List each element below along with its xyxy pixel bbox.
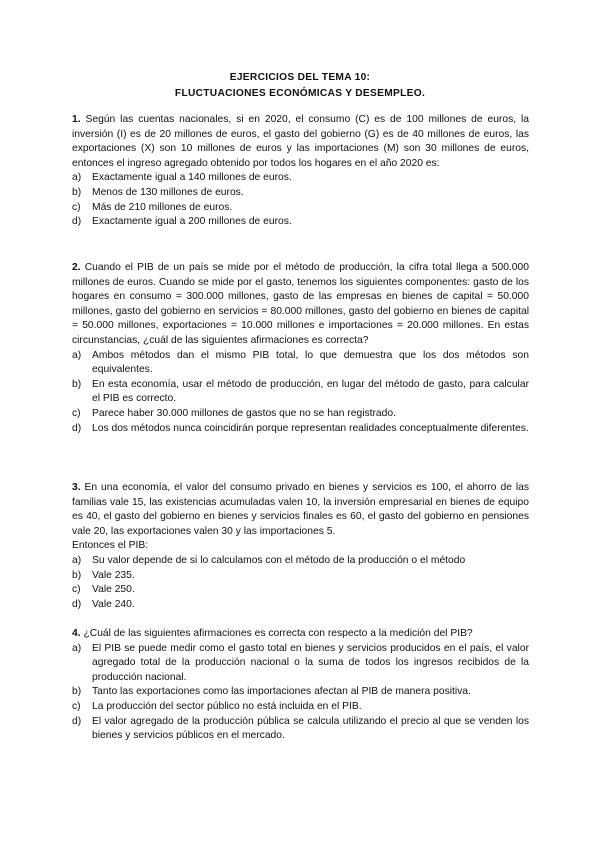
document-title-line2: FLUCTUACIONES ECONÓMICAS Y DESEMPLEO. (174, 88, 426, 99)
question-stem (72, 113, 529, 171)
option-a (72, 349, 529, 378)
options-list (72, 554, 529, 612)
option-c (72, 700, 529, 715)
option-label: d) (72, 715, 82, 727)
option-b (72, 685, 529, 700)
option-b (72, 569, 529, 584)
document-title-line1: EJERCICIOS DEL TEMA 10: (229, 72, 371, 83)
option-label: b) (72, 569, 82, 581)
question-2 (72, 261, 529, 436)
question-text: ¿Cuál de las siguientes afirmaciones es correcta con respecto a la medición del PIB? (83, 628, 473, 639)
option-a (72, 642, 529, 686)
option-label: d) (72, 422, 82, 434)
question-number: 4. (72, 628, 81, 639)
option-c (72, 583, 529, 598)
question-4 (72, 627, 529, 744)
option-label: b) (72, 378, 82, 390)
option-d (72, 422, 529, 437)
option-text: Vale 250. (92, 584, 135, 596)
options-list (72, 642, 529, 744)
option-text: La producción del sector público no está incluida en el PIB. (92, 700, 362, 712)
option-c (72, 407, 529, 422)
option-text: Exactamente igual a 200 millones de euros. (92, 216, 292, 228)
options-list (72, 171, 529, 229)
option-label: c) (72, 201, 81, 213)
option-text: Vale 240. (92, 598, 135, 610)
option-d (72, 215, 529, 230)
option-text: Exactamente igual a 140 millones de euros. (92, 172, 292, 184)
option-d (72, 598, 529, 613)
option-text: Menos de 130 millones de euros. (92, 186, 244, 198)
option-label: c) (72, 700, 81, 712)
question-text: En una economía, el valor del consumo privado en bienes y servicios es 100, el ahorro de las familias vale 15, las existencias acumuladas valen 10, la inversión empresarial en bienes de equipo es 40, el gasto del gobierno en bienes y servicios finales es 60, el gasto del gobierno en pensiones vale 20, las exportaciones valen 30 y las importaciones 5. (72, 482, 529, 537)
option-b (72, 378, 529, 407)
option-a (72, 171, 529, 186)
option-d (72, 715, 529, 744)
option-text: Parece haber 30.000 millones de gastos que no se han registrado. (92, 407, 396, 419)
option-label: d) (72, 598, 82, 610)
option-label: a) (72, 642, 82, 654)
question-stem (72, 481, 529, 539)
question-text: Según las cuentas nacionales, si en 2020, el consumo (C) es de 100 millones de euros, la inversión (I) es de 20 millones de euros, el gasto del gobierno (G) es de 40 millones de euros, las exportaciones (X) son 10 millones de euros y las importaciones (M) son 30 millones de euros, entonces el ingreso agregado obtenido por todos los hogares en el año 2020 es: (72, 114, 529, 169)
question-3 (72, 481, 529, 612)
option-c (72, 201, 529, 216)
option-text: El valor agregado de la producción pública se calcula utilizando el precio al que se venden los bienes y servicios públicos en el mercado. (92, 715, 529, 742)
question-1 (72, 113, 529, 230)
option-b (72, 186, 529, 201)
question-number: 1. (72, 114, 81, 125)
question-stem (72, 627, 529, 642)
option-text: Vale 235. (92, 569, 135, 581)
option-text: Más de 210 millones de euros. (92, 201, 233, 213)
question-followup: Entonces el PIB: (72, 540, 149, 552)
option-label: b) (72, 186, 82, 198)
option-label: c) (72, 407, 81, 419)
option-label: c) (72, 584, 81, 596)
option-label: a) (72, 349, 82, 361)
options-list (72, 349, 529, 437)
option-a (72, 554, 529, 569)
question-number: 2. (72, 262, 81, 273)
option-text: Su valor depende de si lo calculamos con el método de la producción o el método (92, 554, 466, 566)
option-text: Tanto las exportaciones como las importaciones afectan al PIB de manera positiva. (92, 686, 471, 698)
option-text: Los dos métodos nunca coincidirán porque representan realidades conceptualmente diferentes. (92, 422, 529, 434)
option-text: En esta economía, usar el método de producción, en lugar del método de gasto, para calcular el PIB es correcto. (92, 378, 529, 405)
option-label: d) (72, 216, 82, 228)
question-number: 3. (72, 482, 81, 493)
option-label: a) (72, 172, 82, 184)
option-text: El PIB se puede medir como el gasto total en bienes y servicios producidos en el país, el valor agregado total de la producción nacional o la suma de todos los ingresos recibidos de la producción nacional. (92, 642, 529, 683)
option-label: b) (72, 686, 82, 698)
option-text: Ambos métodos dan el mismo PIB total, lo que demuestra que los dos métodos son equivalentes. (92, 349, 529, 376)
question-text: Cuando el PIB de un país se mide por el método de producción, la cifra total llega a 500.000 millones de euros. Cuando se mide por el gasto, tenemos los siguientes componentes: gasto de los hogares en consumo = 300.000 millones, gasto de las empresas en bienes de capital = 50.000 millones, gasto del gobierno en servicios = 80.000 millones, gasto del gobierno en bienes de capital = 50.000 millones, exportaciones = 10.000 millones e importaciones = 20.000 millones. En estas circunstancias, ¿cuál de las siguientes afirmaciones es correcta? (72, 262, 529, 346)
option-label: a) (72, 554, 82, 566)
question-stem (72, 261, 529, 349)
